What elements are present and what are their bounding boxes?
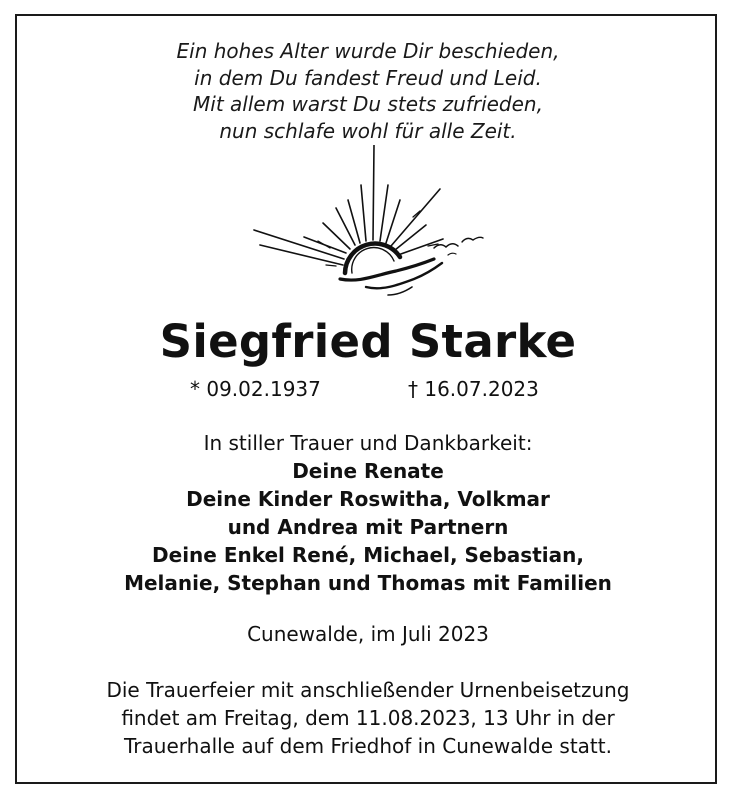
death-date: † 16.07.2023 — [408, 377, 539, 401]
poem-line: nun schlafe wohl für alle Zeit. — [219, 118, 517, 143]
mourner-line: Deine Renate — [292, 459, 444, 483]
sunset-with-birds-icon — [248, 145, 488, 305]
place-date: Cunewalde, im Juli 2023 — [247, 622, 489, 646]
poem-line: in dem Du fandest Freud und Leid. — [194, 65, 542, 90]
deceased-name: Siegfried Starke — [159, 315, 577, 368]
funeral-info — [0, 676, 736, 760]
mourner-line: Deine Enkel René, Michael, Sebastian, — [152, 543, 584, 567]
funeral-line: Trauerhalle auf dem Friedhof in Cunewalde statt. — [124, 734, 612, 758]
poem-line: Ein hohes Alter wurde Dir beschieden, — [176, 39, 560, 63]
birth-date: * 09.02.1937 — [190, 377, 321, 401]
mourner-line: Melanie, Stephan und Thomas mit Familien — [124, 571, 612, 595]
poem — [0, 38, 736, 144]
funeral-line: findet am Freitag, dem 11.08.2023, 13 Uhr in der — [121, 706, 615, 730]
mourner-line: Deine Kinder Roswitha, Volkmar — [186, 487, 550, 511]
funeral-line: Die Trauerfeier mit anschließender Urnenbeisetzung — [106, 678, 630, 702]
mourner-line: und Andrea mit Partnern — [227, 515, 509, 539]
mourners-block — [0, 429, 736, 597]
mourners-intro: In stiller Trauer und Dankbarkeit: — [203, 431, 533, 455]
poem-line: Mit allem warst Du stets zufrieden, — [193, 92, 543, 116]
